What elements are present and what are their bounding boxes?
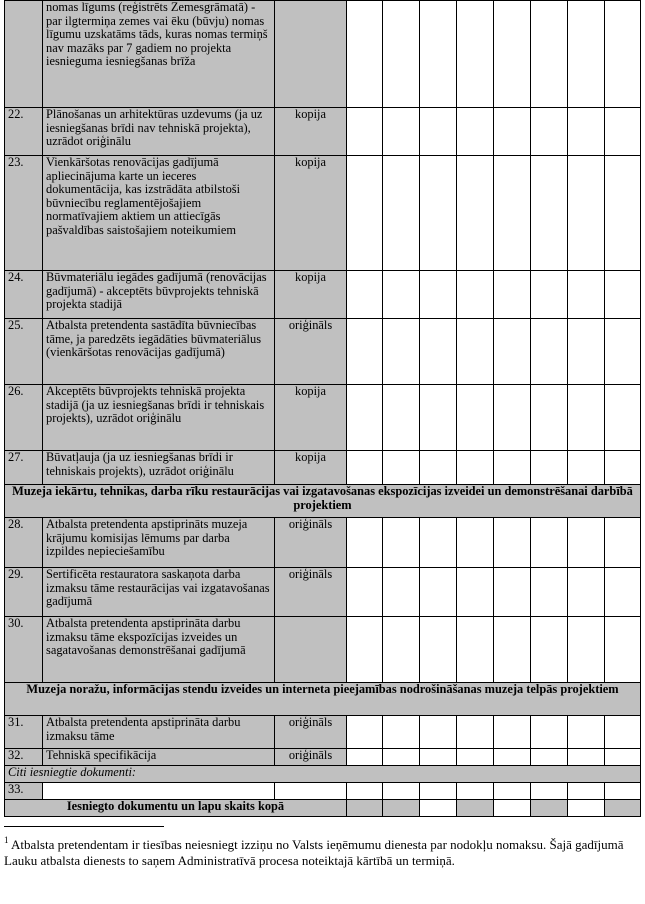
row-doc-type: oriģināls (275, 716, 347, 749)
blank-cell (347, 800, 383, 817)
blank-cell (568, 800, 605, 817)
blank-cell (605, 385, 641, 451)
blank-cell (605, 783, 641, 800)
blank-cell (568, 451, 605, 485)
blank-cell (420, 271, 457, 319)
row-doc-type (275, 1, 347, 108)
blank-cell (383, 319, 420, 385)
blank-cell (494, 1, 531, 108)
blank-cell (383, 1, 420, 108)
blank-cell (457, 108, 494, 156)
blank-cell (605, 319, 641, 385)
blank-cell (457, 617, 494, 683)
blank-cell (457, 271, 494, 319)
row-number: 26. (5, 385, 43, 451)
blank-cell (383, 783, 420, 800)
blank-cell (383, 749, 420, 766)
row-description: Būvmateriālu iegādes gadījumā (renovācijas gadījumā) - akceptēts būvprojekts tehniskā projekta stadijā (43, 271, 275, 319)
blank-cell (347, 749, 383, 766)
blank-cell (347, 451, 383, 485)
blank-cell (568, 568, 605, 617)
blank-cell (568, 319, 605, 385)
blank-cell (568, 783, 605, 800)
blank-cell (494, 156, 531, 271)
blank-cell (568, 617, 605, 683)
blank-cell (605, 800, 641, 817)
row-description: Atbalsta pretendenta apstiprināta darbu izmaksu tāme ekspozīcijas izveides un sagatavošanas demonstrēšanai gadījumā (43, 617, 275, 683)
blank-cell (457, 568, 494, 617)
blank-cell (383, 716, 420, 749)
section-header-row (5, 683, 641, 716)
row-description: Atbalsta pretendenta apstiprināta darbu izmaksu tāme (43, 716, 275, 749)
blank-cell (457, 319, 494, 385)
blank-cell (420, 568, 457, 617)
table-row (5, 108, 641, 156)
row-doc-type: kopija (275, 451, 347, 485)
blank-cell (494, 617, 531, 683)
blank-cell (420, 617, 457, 683)
blank-cell (383, 108, 420, 156)
blank-cell (494, 749, 531, 766)
row-number: 22. (5, 108, 43, 156)
blank-cell (457, 518, 494, 568)
blank-cell (531, 783, 568, 800)
row-description: Vienkāršotas renovācijas gadījumā apliecinājuma karte un ieceres dokumentācija, kas izstrādāta atbilstoši būvniecību reglamentējošajiem normatīvajiem aktiem un attiecīgās pašvaldības saistošajiem noteikumiem (43, 156, 275, 271)
footnote-divider (4, 826, 164, 827)
blank-cell (494, 518, 531, 568)
blank-cell (568, 156, 605, 271)
row-doc-type: oriģināls (275, 749, 347, 766)
blank-cell (568, 271, 605, 319)
blank-cell (420, 800, 457, 817)
row-doc-type: kopija (275, 385, 347, 451)
blank-cell (494, 451, 531, 485)
blank-cell (457, 385, 494, 451)
blank-cell (347, 716, 383, 749)
blank-cell (568, 716, 605, 749)
blank-cell (531, 271, 568, 319)
blank-cell (420, 319, 457, 385)
blank-cell (531, 716, 568, 749)
row-description: Sertificēta restauratora saskaņota darba izmaksu tāme restaurācijas vai izgatavošanas gadījumā (43, 568, 275, 617)
blank-cell (347, 1, 383, 108)
blank-cell (494, 385, 531, 451)
table-row (5, 451, 641, 485)
row-number: 32. (5, 749, 43, 766)
blank-cell (605, 156, 641, 271)
blank-cell (494, 319, 531, 385)
row-doc-type: oriģināls (275, 319, 347, 385)
blank-cell (494, 800, 531, 817)
blank-cell (420, 451, 457, 485)
blank-cell (568, 518, 605, 568)
blank-cell (605, 1, 641, 108)
row-number: 23. (5, 156, 43, 271)
section-header-row (5, 485, 641, 518)
blank-cell (383, 518, 420, 568)
blank-cell (457, 783, 494, 800)
blank-cell (494, 716, 531, 749)
blank-cell (420, 518, 457, 568)
blank-cell (457, 451, 494, 485)
table-row (5, 1, 641, 108)
row-number: 24. (5, 271, 43, 319)
blank-cell (347, 518, 383, 568)
table-row (5, 568, 641, 617)
blank-cell (383, 568, 420, 617)
row-description: Atbalsta pretendenta sastādīta būvniecības tāme, ja paredzēts iegādāties būvmateriālus (vienkāršotas renovācijas gadījumā) (43, 319, 275, 385)
blank-cell (275, 783, 347, 800)
blank-cell (605, 271, 641, 319)
row-doc-type: kopija (275, 271, 347, 319)
table-row (5, 716, 641, 749)
blank-cell (531, 749, 568, 766)
table-row (5, 319, 641, 385)
blank-cell (347, 156, 383, 271)
table-row (5, 271, 641, 319)
blank-cell (531, 156, 568, 271)
blank-cell (531, 1, 568, 108)
blank-cell (457, 716, 494, 749)
blank-cell (531, 568, 568, 617)
blank-cell (494, 568, 531, 617)
blank-cell (420, 108, 457, 156)
blank-cell (43, 783, 275, 800)
section-title-museum-signs: Muzeja noražu, informācijas stendu izveides un interneta pieejamības nodrošināšanas muzeja telpās projektiem (5, 683, 641, 716)
blank-cell (494, 271, 531, 319)
blank-cell (568, 1, 605, 108)
row-number: 28. (5, 518, 43, 568)
row-description: Akceptēts būvprojekts tehniskā projekta stadijā (ja uz iesniegšanas brīdi ir tehniskais projekts), uzrādot oriģinālu (43, 385, 275, 451)
row-description: nomas līgums (reģistrēts Zemesgrāmatā) - par ilgtermiņa zemes vai ēku (būvju) nomas līgumu uzskatāms tāds, kuras nomas termiņš nav mazāks par 7 gadiem no projekta iesnieguma iesniegšanas brīža (43, 1, 275, 108)
blank-cell (457, 1, 494, 108)
footnote-text: Atbalsta pretendentam ir tiesības neiesniegt izziņu no Valsts ieņēmumu dienesta par nodokļu nomaksu. Šajā gadījumā Lauku atbalsta dienests to saņem Administratīvā procesa noteiktajā kārtībā un termiņā. (4, 837, 624, 868)
blank-cell (383, 156, 420, 271)
blank-cell (531, 617, 568, 683)
blank-cell (457, 800, 494, 817)
blank-cell (531, 451, 568, 485)
row-doc-type: kopija (275, 108, 347, 156)
blank-cell (347, 319, 383, 385)
blank-cell (531, 319, 568, 385)
row-doc-type: oriģināls (275, 518, 347, 568)
blank-cell (420, 783, 457, 800)
table-row (5, 749, 641, 766)
row-number: 29. (5, 568, 43, 617)
row-number: 30. (5, 617, 43, 683)
blank-cell (605, 108, 641, 156)
other-docs-row (5, 766, 641, 783)
blank-cell (531, 108, 568, 156)
other-docs-label: Citi iesniegtie dokumenti: (5, 766, 641, 783)
row-description: Atbalsta pretendenta apstiprināts muzeja krājumu komisijas lēmums par darba izpildes nepieciešamību (43, 518, 275, 568)
blank-cell (347, 783, 383, 800)
blank-cell (494, 783, 531, 800)
blank-cell (568, 108, 605, 156)
row-doc-type: oriģināls (275, 568, 347, 617)
blank-cell (420, 716, 457, 749)
blank-cell (457, 749, 494, 766)
blank-cell (605, 518, 641, 568)
footnote-mark: 1 (4, 835, 9, 845)
row-number: 27. (5, 451, 43, 485)
row-doc-type: kopija (275, 156, 347, 271)
blank-cell (347, 108, 383, 156)
blank-cell (347, 617, 383, 683)
row-number (5, 1, 43, 108)
row-doc-type (275, 617, 347, 683)
blank-cell (420, 156, 457, 271)
blank-cell (383, 800, 420, 817)
blank-cell (347, 385, 383, 451)
footnote (4, 832, 634, 869)
total-label: Iesniegto dokumentu un lapu skaits kopā (5, 800, 347, 817)
blank-cell (383, 271, 420, 319)
row-number: 25. (5, 319, 43, 385)
row-description: Būvatļauja (ja uz iesniegšanas brīdi ir tehniskais projekts), uzrādot oriģinālu (43, 451, 275, 485)
blank-cell (383, 385, 420, 451)
blank-cell (347, 271, 383, 319)
section-title-museum-equipment: Muzeja iekārtu, tehnikas, darba rīku restaurācijas vai izgatavošanas ekspozīcijas izveidei un demonstrēšanai darbībā projektiem (5, 485, 641, 518)
blank-cell (531, 385, 568, 451)
table-row (5, 617, 641, 683)
blank-cell (420, 1, 457, 108)
blank-cell (605, 749, 641, 766)
blank-cell (605, 568, 641, 617)
blank-cell (420, 749, 457, 766)
blank-cell (347, 568, 383, 617)
blank-cell (420, 385, 457, 451)
blank-cell (531, 518, 568, 568)
table-row (5, 783, 641, 800)
documents-table (4, 0, 641, 817)
blank-cell (457, 156, 494, 271)
blank-cell (568, 385, 605, 451)
row-description: Tehniskā specifikācija (43, 749, 275, 766)
blank-cell (383, 451, 420, 485)
blank-cell (383, 617, 420, 683)
blank-cell (531, 800, 568, 817)
blank-cell (494, 108, 531, 156)
blank-cell (605, 617, 641, 683)
row-description: Plānošanas un arhitektūras uzdevums (ja uz iesniegšanas brīdi nav tehniskā projekta), uzrādot oriģinālu (43, 108, 275, 156)
row-number: 31. (5, 716, 43, 749)
table-row (5, 385, 641, 451)
total-row (5, 800, 641, 817)
table-row (5, 156, 641, 271)
blank-cell (568, 749, 605, 766)
table-row (5, 518, 641, 568)
row-number: 33. (5, 783, 43, 800)
blank-cell (605, 716, 641, 749)
blank-cell (605, 451, 641, 485)
